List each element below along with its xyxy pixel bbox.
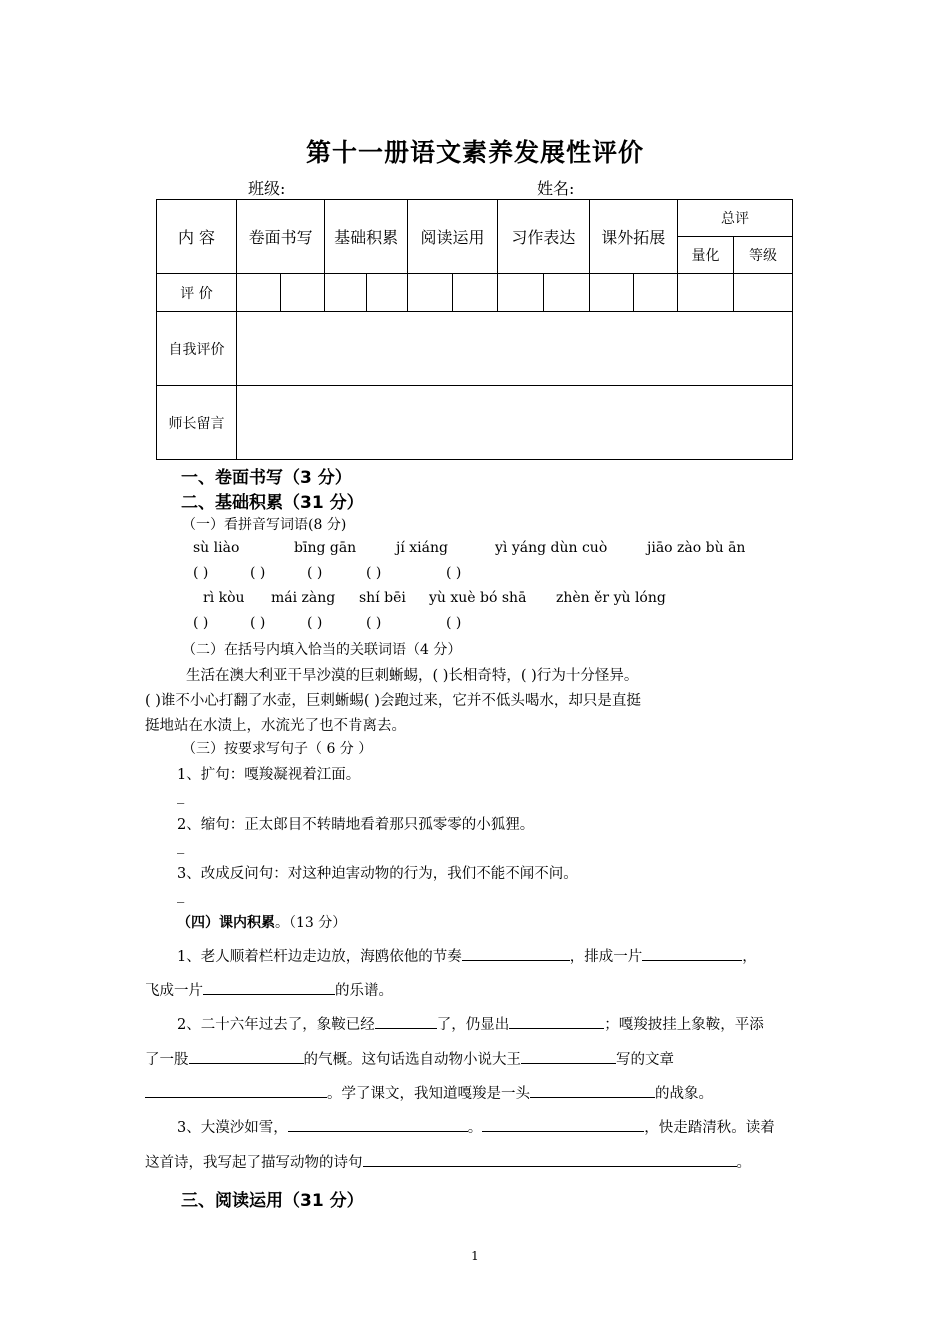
text: 的乐谱。 (335, 983, 393, 999)
self-eval-label: 自我评价 (157, 312, 237, 386)
pinyin-item: shí bēi (359, 590, 406, 606)
answer-paren[interactable]: ( ) (250, 615, 266, 631)
text: 的气概。这句话选自动物小说大王 (303, 1052, 521, 1068)
accum-heading-bold: （四）课内积累 (177, 915, 275, 931)
answer-line[interactable]: _ (177, 838, 185, 854)
col-extension: 课外拓展 (589, 200, 677, 274)
eval-cell[interactable] (678, 274, 734, 312)
self-eval-cell[interactable] (237, 312, 793, 386)
answer-paren[interactable]: ( ) (446, 615, 462, 631)
text: 了一股 (145, 1052, 189, 1068)
answer-paren[interactable]: ( ) (366, 565, 382, 581)
eval-cell[interactable] (543, 274, 589, 312)
evaluation-table (156, 199, 793, 460)
rewrite-q3: 3、改成反问句：对这种迫害动物的行为，我们不能不闻不问。 (177, 866, 578, 882)
fill-blank[interactable] (203, 993, 335, 995)
text: ， (742, 949, 757, 965)
teacher-cell[interactable] (237, 386, 793, 460)
eval-cell[interactable] (281, 274, 325, 312)
pinyin-item: bīng gān (294, 540, 357, 556)
accum-q2-line3 (145, 1082, 713, 1103)
class-label: 班级: (248, 176, 513, 200)
accum-q1-line1 (177, 945, 757, 966)
answer-paren[interactable]: ( ) (307, 615, 323, 631)
conj-heading: （二）在括号内填入恰当的关联词语（4 分） (182, 642, 462, 658)
pinyin-item: rì kòu (203, 590, 245, 606)
eval-label: 评 价 (157, 274, 237, 312)
text: 写的文章 (616, 1052, 674, 1068)
pinyin-item: mái zàng (271, 590, 336, 606)
text: 。 (736, 1155, 751, 1171)
name-label: 姓名: (537, 179, 575, 198)
section-basics: 二、基础积累（31 分） (181, 493, 364, 513)
eval-cell[interactable] (237, 274, 281, 312)
eval-cell[interactable] (325, 274, 366, 312)
eval-cell[interactable] (589, 274, 633, 312)
text: 。学了课文，我知道嘎羧是一头 (327, 1086, 530, 1102)
rewrite-heading: （三）按要求写句子（ 6 分 ） (182, 741, 373, 757)
pinyin-item: yì yáng dùn cuò (495, 540, 608, 556)
teacher-label: 师长留言 (157, 386, 237, 460)
section-reading: 三、阅读运用（31 分） (181, 1191, 364, 1211)
text: 这首诗，我写起了描写动物的诗句 (145, 1155, 363, 1171)
pinyin-item: zhèn ěr yù lóng (556, 590, 666, 606)
conj-line: ( )谁不小心打翻了水壶，巨刺蜥蜴( )会跑过来，它并不低头喝水，却只是直挺 (145, 693, 641, 709)
answer-line[interactable]: _ (177, 788, 185, 804)
rewrite-q2: 2、缩句：正太郎目不转睛地看着那只孤零零的小狐狸。 (177, 817, 535, 833)
eval-cell[interactable] (453, 274, 498, 312)
text: 的战象。 (655, 1086, 713, 1102)
col-handwriting: 卷面书写 (237, 200, 325, 274)
rewrite-q1: 1、扩句：嘎羧凝视着江面。 (177, 767, 361, 783)
answer-paren[interactable]: ( ) (193, 565, 209, 581)
accum-heading-rest: 。（13 分） (275, 915, 347, 931)
eval-cell[interactable] (498, 274, 544, 312)
fill-blank[interactable] (189, 1062, 304, 1064)
eval-cell[interactable] (734, 274, 793, 312)
text: ，快走踏清秋。读着 (644, 1120, 775, 1136)
section-handwriting: 一、卷面书写（3 分） (181, 468, 352, 488)
quantify-label: 量化 (678, 237, 734, 274)
pinyin-item: yù xuè bó shā (429, 590, 527, 606)
accum-q2-line1 (177, 1013, 764, 1034)
col-basics: 基础积累 (325, 200, 408, 274)
eval-cell[interactable] (366, 274, 407, 312)
answer-paren[interactable]: ( ) (366, 615, 382, 631)
page-number: 1 (471, 1249, 479, 1263)
fill-blank[interactable] (642, 959, 742, 961)
fill-blank[interactable] (363, 1165, 737, 1167)
text: 飞成一片 (145, 983, 203, 999)
accum-q3-line1 (177, 1116, 775, 1137)
fill-blank[interactable] (288, 1130, 468, 1132)
fill-blank[interactable] (375, 1027, 437, 1029)
conj-line: 挺地站在水渍上，水流光了也不肯离去。 (145, 718, 406, 734)
col-writing: 习作表达 (498, 200, 589, 274)
content-label: 内 容 (157, 200, 237, 274)
answer-paren[interactable]: ( ) (307, 565, 323, 581)
accum-q1-line2 (145, 979, 393, 1000)
pinyin-item: jiāo zào bù ān (647, 540, 746, 556)
eval-cell[interactable] (633, 274, 677, 312)
answer-paren[interactable]: ( ) (446, 565, 462, 581)
text: 3、大漠沙如雪， (177, 1120, 288, 1136)
page-title: 第十一册语文素养发展性评价 (305, 138, 644, 167)
answer-paren[interactable]: ( ) (193, 615, 209, 631)
accum-q3-line2 (145, 1151, 751, 1172)
class-field[interactable] (248, 176, 513, 200)
fill-blank[interactable] (145, 1096, 327, 1098)
pinyin-item: sù liào (193, 540, 240, 556)
fill-blank[interactable] (509, 1027, 604, 1029)
pinyin-heading: （一）看拼音写词语(8 分) (182, 517, 347, 533)
col-reading: 阅读运用 (407, 200, 497, 274)
answer-line[interactable]: _ (177, 887, 185, 903)
conj-line: 生活在澳大利亚干旱沙漠的巨刺蜥蜴，( )长相奇特，( )行为十分怪异。 (186, 668, 639, 684)
accum-heading (177, 912, 346, 932)
text: 1、老人顺着栏杆边走边放，海鸥依他的节奏 (177, 949, 462, 965)
text: 了，仍显出 (436, 1017, 510, 1033)
answer-paren[interactable]: ( ) (250, 565, 266, 581)
eval-cell[interactable] (407, 274, 452, 312)
fill-blank[interactable] (462, 959, 570, 961)
fill-blank[interactable] (530, 1096, 655, 1098)
accum-q2-line2 (145, 1048, 674, 1069)
total-label: 总评 (678, 200, 793, 237)
grade-label: 等级 (734, 237, 793, 274)
fill-blank[interactable] (521, 1062, 616, 1064)
fill-blank[interactable] (482, 1130, 644, 1132)
name-field[interactable] (537, 176, 574, 199)
text: 2、二十六年过去了，象鞍已经 (177, 1017, 375, 1033)
pinyin-item: jí xiáng (396, 540, 448, 556)
text: 。 (467, 1120, 483, 1136)
text: ；嘎羧披挂上象鞍，平添 (604, 1017, 764, 1033)
text: ，排成一片 (569, 949, 643, 965)
